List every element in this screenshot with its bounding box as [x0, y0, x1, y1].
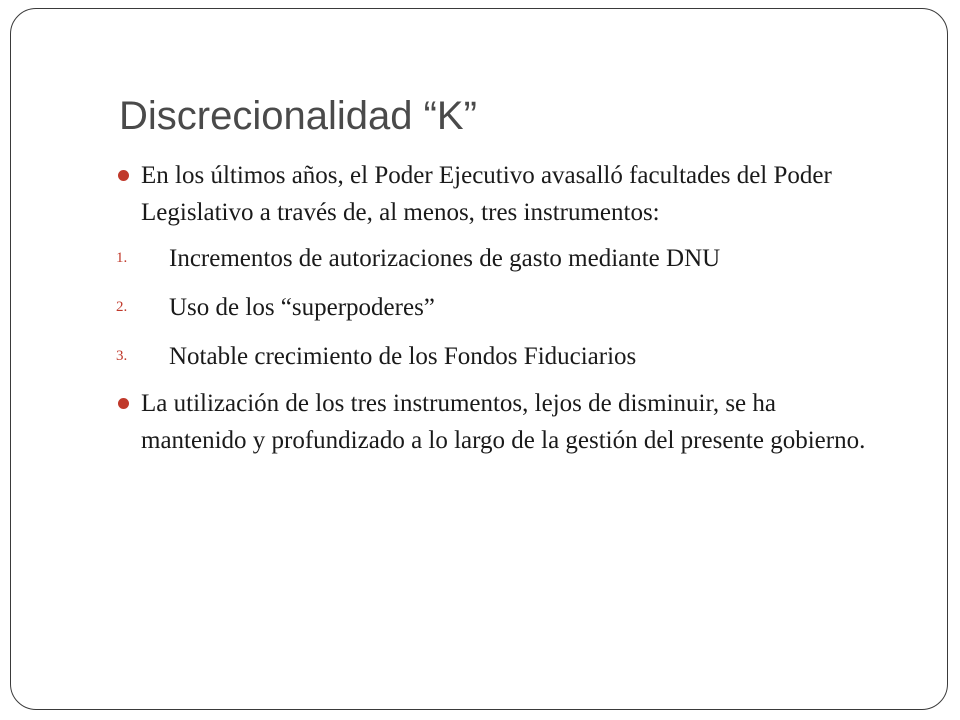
numbered-item-3: [111, 338, 871, 375]
bullet-dot-icon: [118, 398, 129, 409]
item-number: 2.: [116, 299, 128, 315]
item-text: Incrementos de autorizaciones de gasto mediante DNU: [169, 245, 721, 272]
bullet-item: [111, 157, 871, 231]
item-text: Uso de los “superpoderes”: [169, 294, 435, 321]
bullet-item: [111, 385, 871, 459]
slide-title: Discrecionalidad “K”: [119, 94, 477, 138]
slide: [10, 8, 948, 710]
item-number: 3.: [116, 348, 128, 364]
bullet-dot-icon: [118, 170, 129, 181]
slide-content: [111, 157, 871, 459]
numbered-item-2: [111, 289, 871, 326]
bullet-text: En los últimos años, el Poder Ejecutivo avasalló facultades del Poder Legislativo a través de, al menos, tres instrumentos:: [141, 162, 832, 226]
item-number: 1.: [116, 250, 128, 266]
bullet-text: La utilización de los tres instrumentos, lejos de disminuir, se ha mantenido y profundizado a lo largo de la gestión del presente gobierno.: [141, 390, 866, 454]
item-text: Notable crecimiento de los Fondos Fiduciarios: [169, 343, 637, 370]
numbered-item-1: [111, 240, 871, 277]
